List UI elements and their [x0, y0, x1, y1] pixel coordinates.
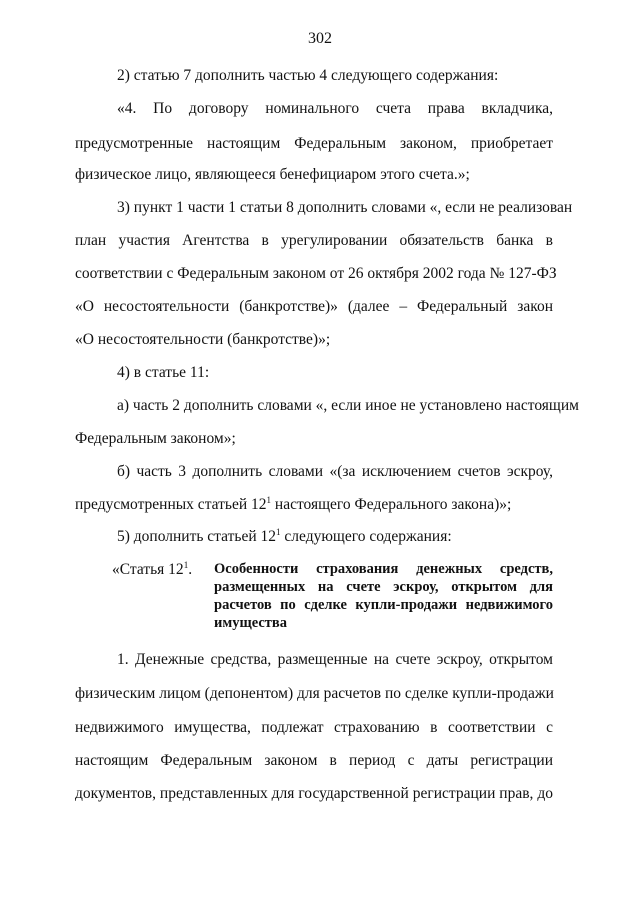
- item-4a-line: а) часть 2 дополнить словами «, если иное не установлено настоящим: [117, 397, 579, 414]
- item-3-line: «О несостоятельности (банкротстве)»;: [75, 331, 331, 348]
- article-para-line: документов, представленных для государственной регистрации прав, до: [75, 785, 553, 802]
- item-4a-line: Федеральным законом»;: [75, 430, 236, 447]
- item-3-line: «О несостоятельности (банкротстве)» (далее – Федеральный закон: [75, 298, 553, 315]
- item-4-intro: 4) в статье 11:: [117, 364, 210, 381]
- item-2-line: физическое лицо, являющееся бенефициаром этого счета.»;: [75, 166, 470, 183]
- item-3-line: 3) пункт 1 части 1 статьи 8 дополнить словами «, если не реализован: [117, 199, 573, 216]
- article-para-line: физическим лицом (депонентом) для расчетов по сделке купли-продажи: [75, 685, 554, 702]
- item-3-line: план участия Агентства в урегулировании обязательств банка в: [75, 232, 553, 249]
- item-2-line: предусмотренные настоящим Федеральным законом, приобретает: [75, 135, 553, 152]
- article-label: «Статья $12^1$.: [112, 560, 193, 578]
- item-2-line: «4. По договору номинального счета права вкладчика,: [117, 100, 553, 117]
- article-title-line: Особенности страхования денежных средств,: [214, 561, 553, 577]
- item-4b-line: предусмотренных статьей $12^1$ настоящего Федерального закона)»;: [75, 495, 512, 513]
- item-5-intro: 5) дополнить статьей $12^1$ следующего содержания:: [117, 527, 452, 545]
- item-2-intro: 2) статью 7 дополнить частью 4 следующего содержания:: [117, 67, 499, 84]
- article-para-line: 1. Денежные средства, размещенные на счете эскроу, открытом: [117, 651, 553, 668]
- item-4b-line: б) часть 3 дополнить словами «(за исключением счетов эскроу,: [117, 463, 553, 480]
- page-number: 302: [308, 30, 332, 47]
- article-para-line: настоящим Федеральным законом в период с даты регистрации: [75, 752, 553, 769]
- article-title-line: расчетов по сделке купли-продажи недвижимого: [214, 597, 553, 613]
- article-para-line: недвижимого имущества, подлежат страхованию в соответствии с: [75, 719, 553, 736]
- article-title-line: имущества: [214, 615, 287, 631]
- item-3-line: соответствии с Федеральным законом от 26 октября 2002 года № 127-ФЗ: [75, 265, 557, 282]
- article-title-line: размещенных на счете эскроу, открытом для: [214, 579, 553, 595]
